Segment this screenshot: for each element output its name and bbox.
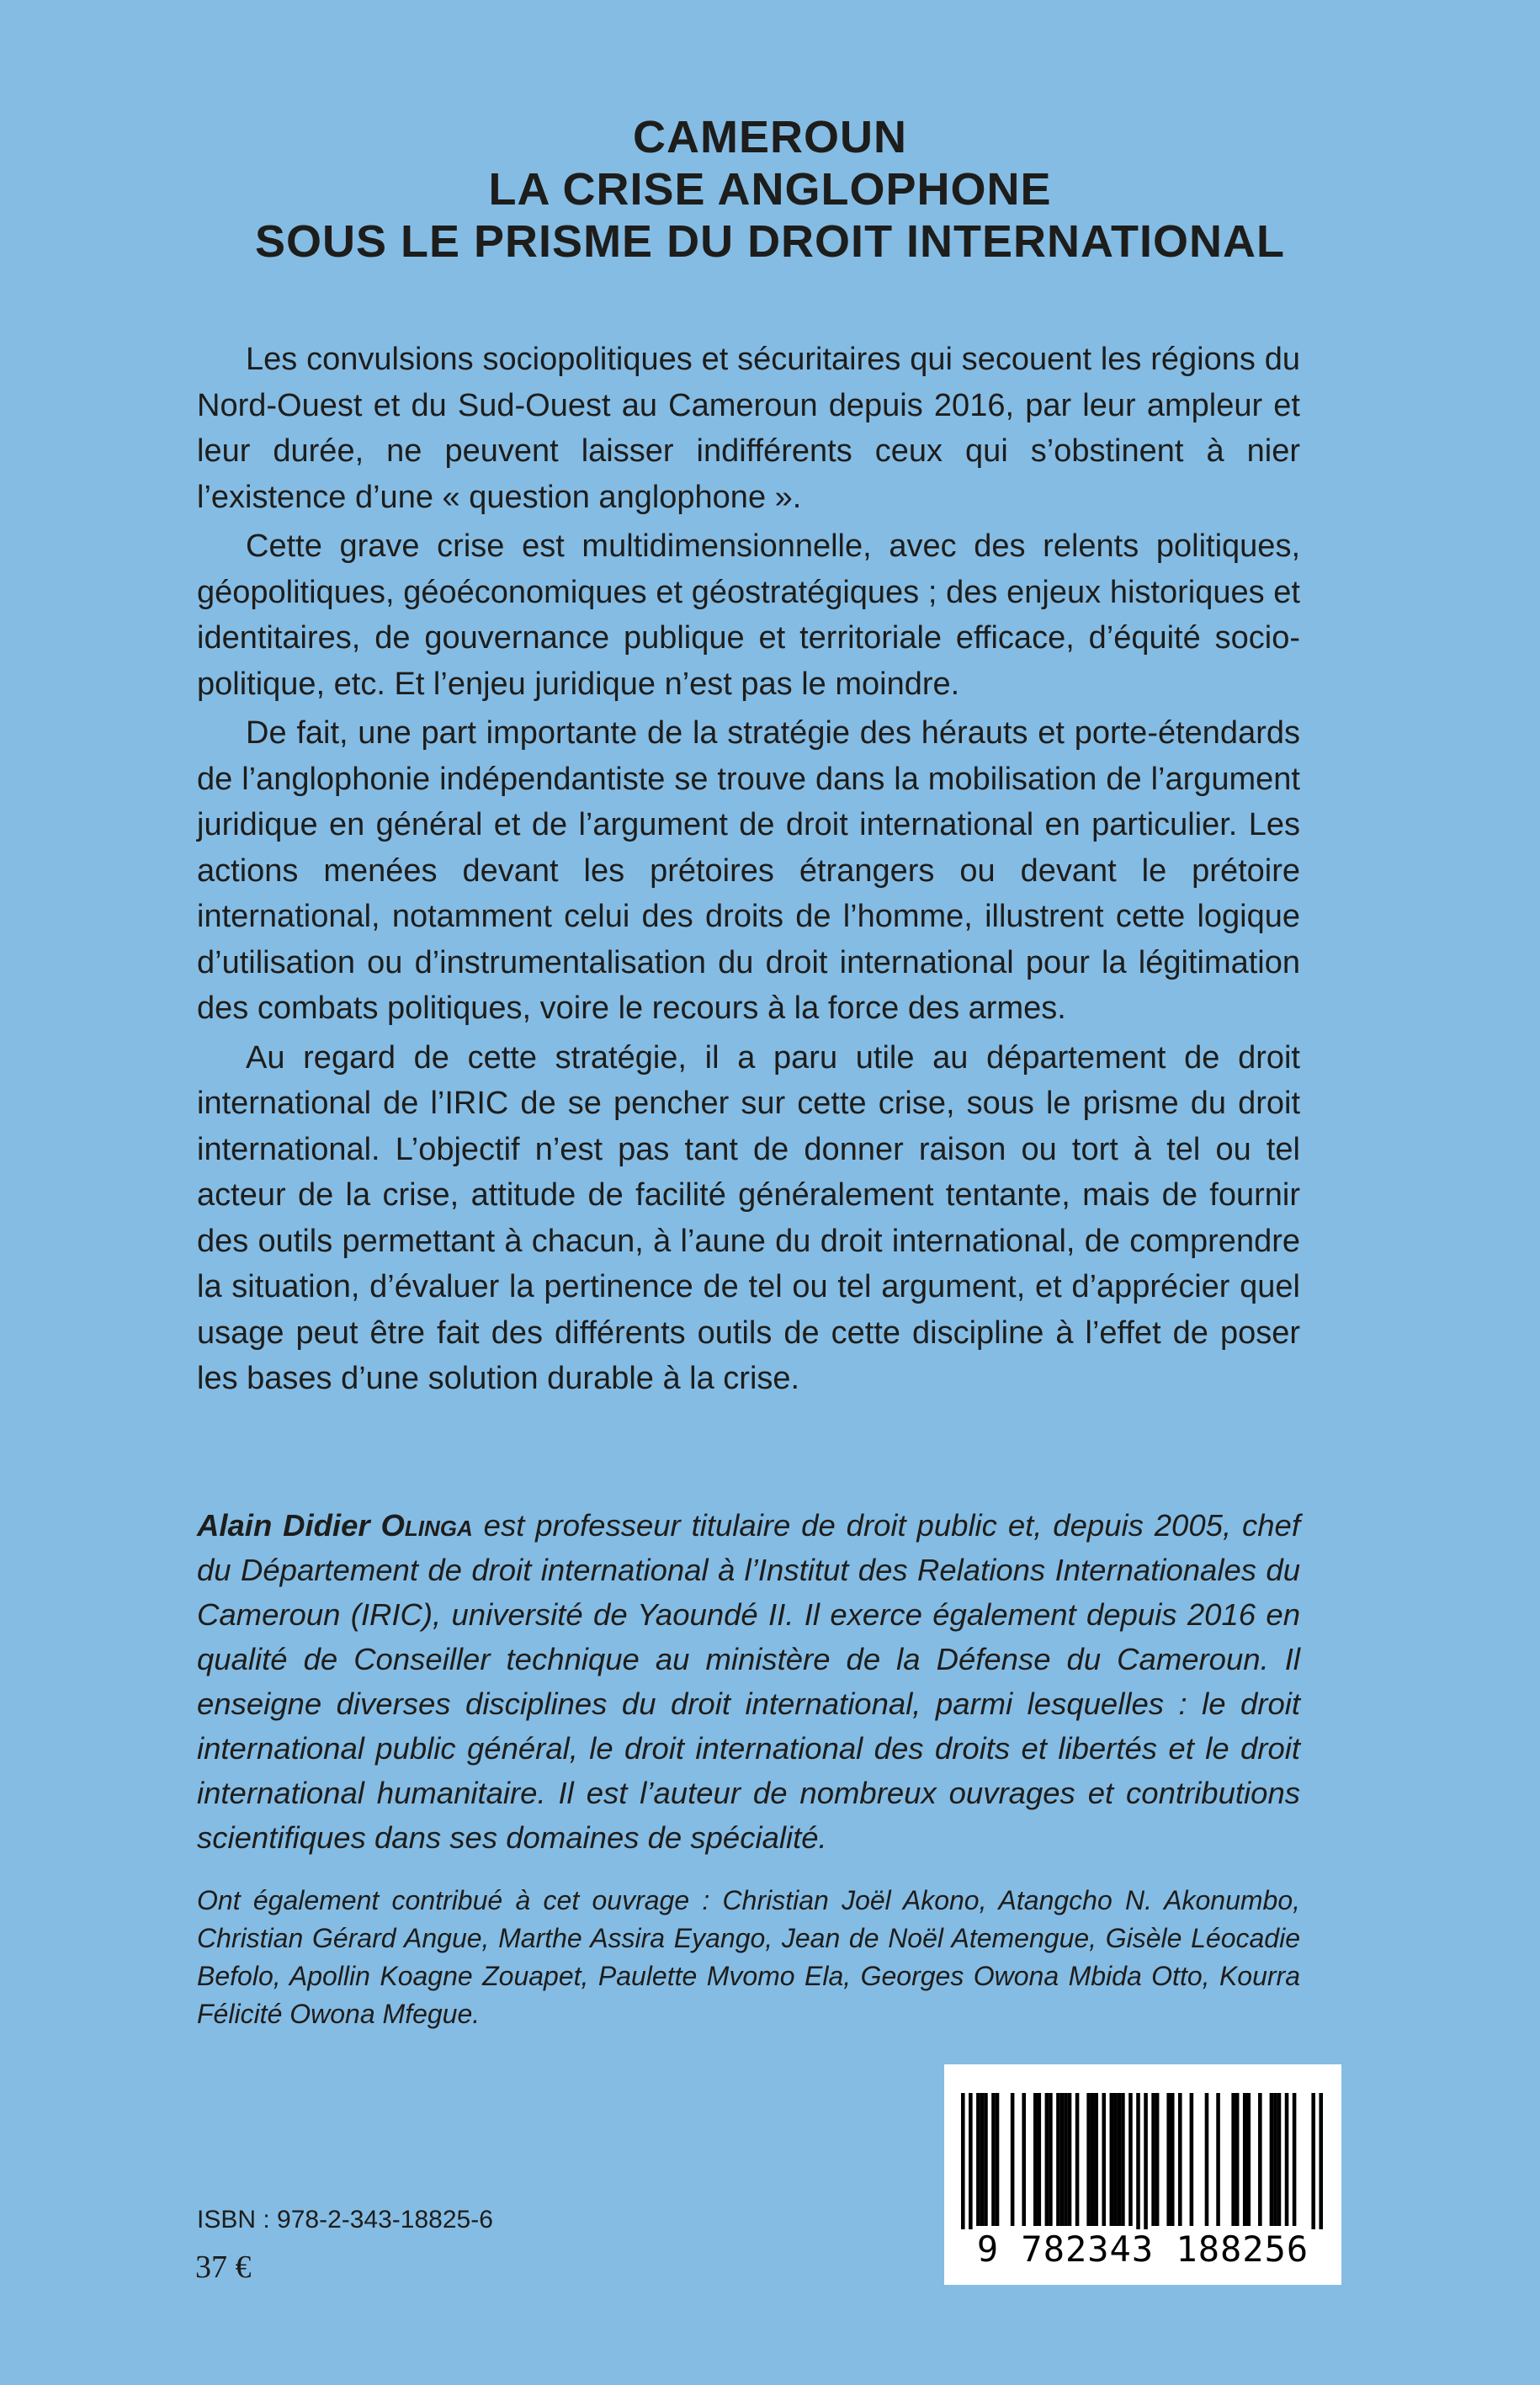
barcode-bar — [1011, 2093, 1015, 2226]
book-title — [0, 111, 1540, 268]
barcode-bar — [1121, 2093, 1125, 2226]
price-label: 37 € — [195, 2250, 252, 2285]
barcode-bar — [1246, 2093, 1251, 2226]
barcode-bar — [1068, 2093, 1072, 2226]
barcode-bar — [1270, 2093, 1274, 2226]
barcode-bar — [1235, 2093, 1240, 2226]
barcode-bar — [1045, 2093, 1049, 2226]
barcode-bar — [1311, 2093, 1315, 2238]
barcode-bar — [991, 2093, 996, 2226]
book-summary — [197, 337, 1300, 1405]
title-line: LA CRISE ANGLOPHONE — [488, 164, 1052, 215]
barcode-bar — [1231, 2093, 1235, 2226]
author-name — [197, 1508, 473, 1543]
barcode-bar — [1113, 2093, 1118, 2226]
barcode-bar — [1094, 2093, 1098, 2226]
barcode-bar — [976, 2093, 980, 2226]
barcode-bars — [961, 2093, 1323, 2238]
barcode-bar — [1155, 2093, 1160, 2226]
title-line: CAMEROUN — [633, 112, 907, 162]
barcode-bar — [1277, 2093, 1282, 2226]
summary-paragraph: De fait, une part importante de la stratégie des hérauts et porte-étendards de l’anglophonie indépendantiste se trouve dans la mobilisation de l’argument juridique en général et de l’argument de droit international en particulier. Les actions menées devant les prétoires étrangers ou devant le prétoire international, notamment celui des droits de l’homme, illustrent cette logique d’utilisation ou d’instrumentalisation du droit international pour la légitimation des combats politiques, voire le recours à la force des armes. — [197, 715, 1300, 1026]
barcode-bar — [1178, 2093, 1182, 2226]
barcode-bar — [1171, 2093, 1175, 2226]
isbn-label: ISBN : 978-2-343-18825-6 — [197, 2206, 493, 2234]
barcode-bar — [1216, 2093, 1220, 2226]
barcode-bar — [1033, 2093, 1038, 2226]
barcode-bar — [1243, 2093, 1247, 2226]
barcode-bar — [984, 2093, 988, 2226]
summary-paragraph: Au regard de cette stratégie, il a paru utile au département de droit international de l’IRIC de se pencher sur cette crise, sous le prisme du droit international. L’objectif n’est pas tant de donner raison ou tort à tel ou tel acteur de la crise, attitude de facilité généralement tentante, mais de fournir des outils permettant à chacun, à l’aune du droit international, de comprendre la situation, d’évaluer la pertinence de tel ou tel argument, et d’apprécier quel usage peut être fait des différents outils de cette discipline à l’effet de poser les bases d’une solution durable à la crise. — [197, 1039, 1300, 1396]
barcode-bar — [1258, 2093, 1262, 2226]
barcode-digits: 9 782343 188256 — [956, 2229, 1330, 2270]
barcode-bar — [1151, 2093, 1155, 2226]
author-bio-text: est professeur titulaire de droit public et, depuis 2005, chef du Département de droit international à l’Institut des Relations Internationales du Cameroun (IRIC), université de Yaoundé II. Il exerce également depuis 2016 en qualité de Conseiller technique au ministère de la Défense du Cameroun. Il enseigne diverses disciplines du droit international, parmi lesquelles : le droit international public général, le droit international des droits et libertés et le droit international humanitaire. Il est l’auteur de nombreux ouvrages et contributions scientifiques dans ses domaines de spécialité. — [197, 1508, 1300, 1855]
barcode-bar — [1293, 2093, 1297, 2226]
author-last-name: Olinga — [380, 1508, 473, 1543]
barcode-bar — [1110, 2093, 1114, 2226]
barcode-bar — [1038, 2093, 1042, 2226]
barcode-bar — [961, 2093, 965, 2238]
barcode-bar — [1060, 2093, 1065, 2226]
barcode-bar — [1102, 2093, 1106, 2226]
barcode-bar — [1205, 2093, 1209, 2226]
barcode — [944, 2064, 1341, 2285]
barcode-bar — [1022, 2093, 1026, 2226]
barcode-bar — [1075, 2093, 1080, 2226]
summary-paragraph: Cette grave crise est multidimensionnelle, avec des relents politiques, géopolitiques, géoéconomiques et géostratégiques ; des enjeux historiques et identitaires, de gouvernance publique et territoriale efficace, d’équité socio-politique, etc. Et l’enjeu juridique n’est pas le moindre. — [197, 529, 1300, 702]
title-line: SOUS LE PRISME DU DROIT INTERNATIONAL — [254, 216, 1286, 267]
barcode-bar — [1128, 2093, 1133, 2226]
summary-paragraph: Les convulsions sociopolitiques et sécuritaires qui secouent les régions du Nord-Ouest et du Sud-Ouest au Cameroun depuis 2016, par leur ampleur et leur durée, ne peuvent laisser indifférents ceux qui s’obstinent à nier l’existence d’une « question anglophone ». — [197, 342, 1300, 515]
contributors-note: Ont également contribué à cet ouvrage : Christian Joël Akono, Atangcho N. Akonumbo, Christian Gérard Angue, Marthe Assira Eyango, Jean de Noël Atemengue, Gisèle Léocadie Befolo, Apollin Koagne Zouapet, Paulette Mvomo Ela, Georges Owona Mbida Otto, Kourra Félicité Owona Mfegue. — [197, 1885, 1300, 2029]
barcode-bar — [980, 2093, 985, 2226]
author-first-name: Alain Didier — [197, 1508, 370, 1543]
barcode-bar — [1190, 2093, 1194, 2226]
barcode-bar — [1086, 2093, 1091, 2226]
barcode-bar — [1118, 2093, 1122, 2226]
author-bio — [197, 1503, 1300, 1860]
barcode-bar — [1056, 2093, 1060, 2226]
barcode-bar — [996, 2093, 1000, 2226]
barcode-bar — [1064, 2093, 1068, 2226]
barcode-bar — [1049, 2093, 1053, 2226]
barcode-bar — [1136, 2093, 1140, 2238]
barcode-bar — [1091, 2093, 1095, 2226]
barcode-bar — [1166, 2093, 1171, 2226]
barcode-bar — [1273, 2093, 1277, 2226]
barcode-bar — [1285, 2093, 1289, 2226]
barcode-graphic — [961, 2093, 1323, 2238]
barcode-bar — [969, 2093, 973, 2238]
barcode-bar — [1319, 2093, 1323, 2238]
barcode-bar — [1144, 2093, 1148, 2238]
